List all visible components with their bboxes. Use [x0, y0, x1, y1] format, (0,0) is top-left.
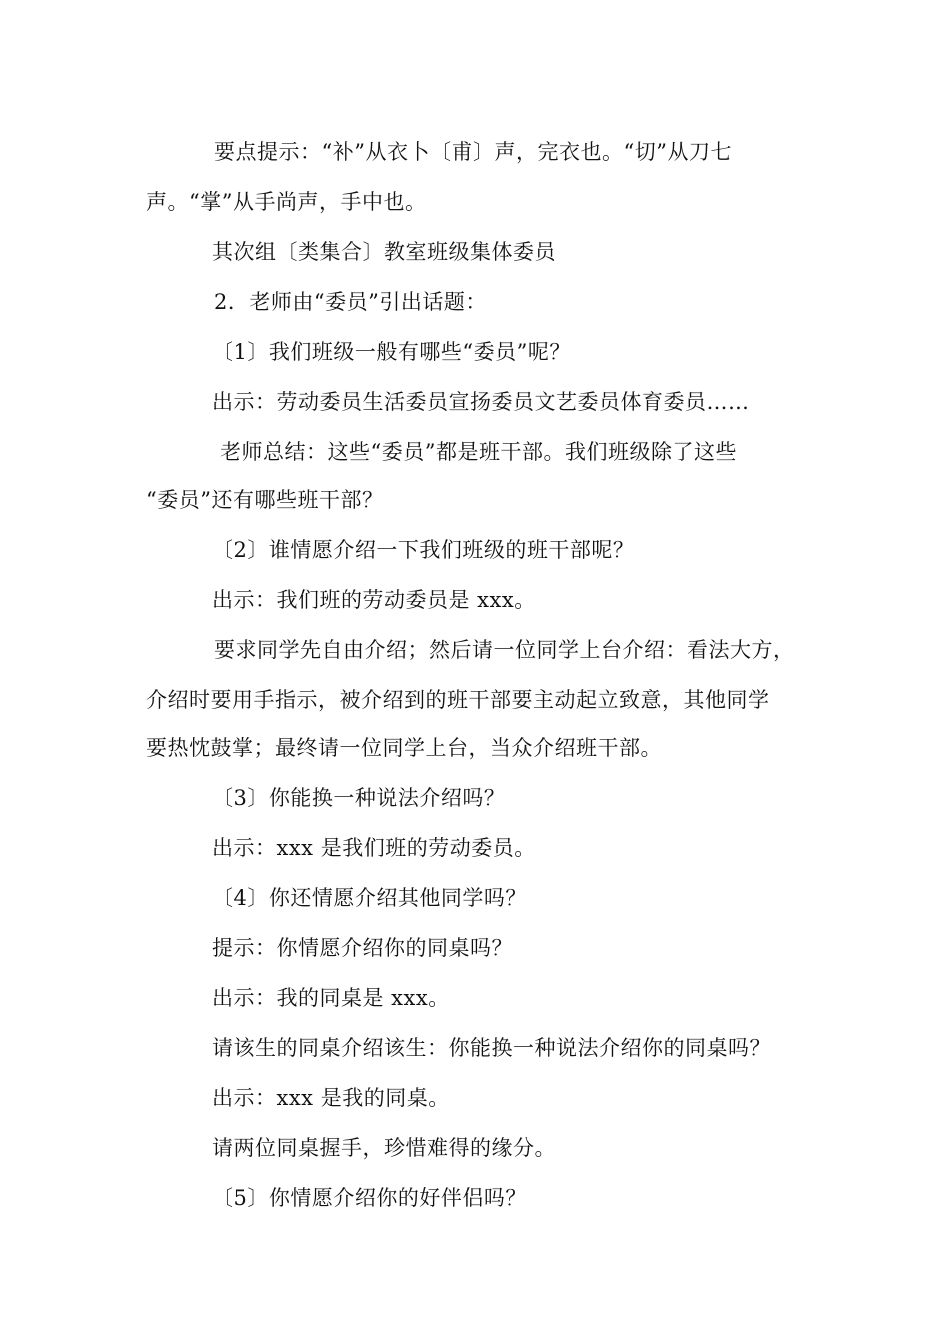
text-line: 提示：你情愿介绍你的同桌吗？ [212, 936, 513, 960]
text-line: 要热忱鼓掌；最终请一位同学上台，当众介绍班干部。 [146, 736, 662, 760]
text-line: 要求同学先自由介绍；然后请一位同学上台介绍：看法大方， [214, 638, 795, 662]
text-line: 出示：我们班的劳动委员是 xxx。 [212, 588, 536, 612]
text-line: 声。“掌”从手尚声，手中也。 [146, 190, 427, 214]
text-line: 出示：xxx 是我的同桌。 [212, 1086, 450, 1110]
text-line: 其次组〔类集合〕教室班级集体委员 [212, 240, 556, 264]
text-line: 请两位同桌握手，珍惜难得的缘分。 [212, 1136, 556, 1160]
text-line: 介绍时要用手指示，被介绍到的班干部要主动起立致意，其他同学 [146, 688, 770, 712]
text-line: 请该生的同桌介绍该生：你能换一种说法介绍你的同桌吗？ [212, 1036, 771, 1060]
text-line: 出示：劳动委员生活委员宣扬委员文艺委员体育委员…… [212, 390, 750, 414]
text-line: 出示：xxx 是我们班的劳动委员。 [212, 836, 536, 860]
text-line: 〔2〕谁情愿介绍一下我们班级的班干部呢？ [212, 538, 635, 562]
text-line: 〔5〕你情愿介绍你的好伴侣吗？ [212, 1186, 527, 1210]
text-line: 〔3〕你能换一种说法介绍吗？ [212, 786, 506, 810]
text-line: 出示：我的同桌是 xxx。 [212, 986, 450, 1010]
text-line: 2．老师由“委员”引出话题： [214, 290, 487, 314]
text-line: “委员”还有哪些班干部？ [146, 488, 384, 512]
text-line: 老师总结：这些“委员”都是班干部。我们班级除了这些 [220, 440, 737, 464]
text-line: 〔4〕你还情愿介绍其他同学吗？ [212, 886, 527, 910]
text-line: 〔1〕我们班级一般有哪些“委员”呢？ [212, 340, 571, 364]
text-line: 要点提示：“补”从衣卜〔甫〕声，完衣也。“切”从刀七 [214, 140, 732, 164]
